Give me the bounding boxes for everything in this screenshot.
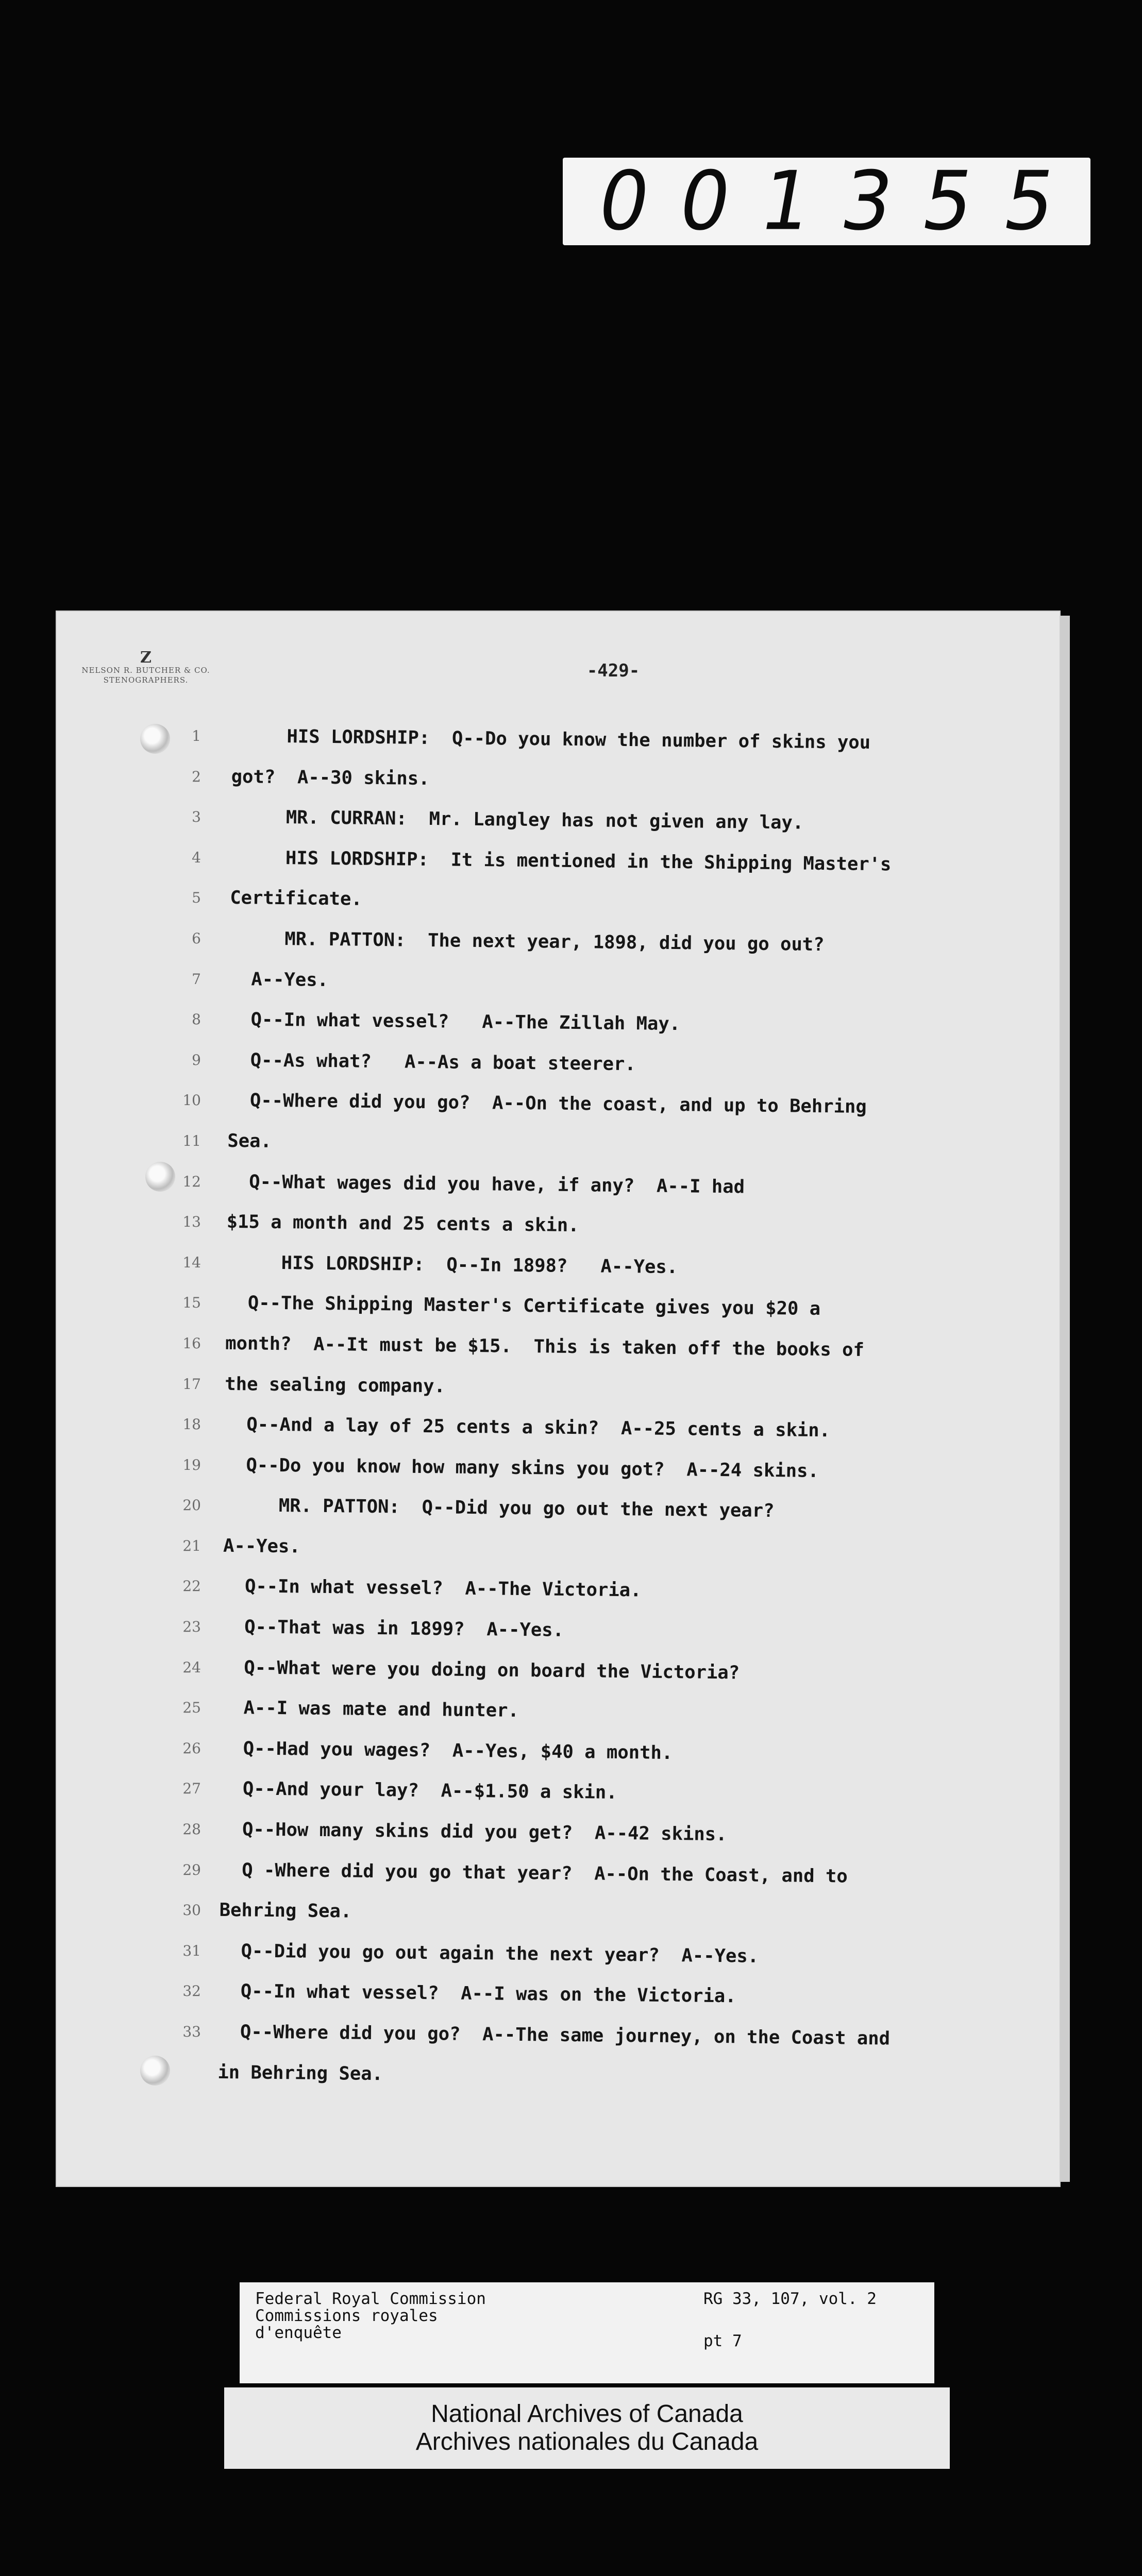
transcript-line: Q--How many skins did you get? A--42 skins. [220, 1818, 727, 1845]
line-number: 9 [192, 1051, 201, 1069]
line-number: 21 [182, 1537, 201, 1554]
transcript-line: month? A--It must be $15. This is taken off the books of [225, 1332, 865, 1361]
line-number: 29 [182, 1861, 201, 1878]
line-number-column [155, 716, 201, 2053]
collection-line-2: Commissions royales [255, 2307, 438, 2325]
record-part: pt 7 [703, 2332, 742, 2350]
transcript-line: Q--Do you know how many skins you got? A--24 skins. [224, 1454, 819, 1482]
transcript-line: HIS LORDSHIP: It is mentioned in the Shipping Master's [230, 846, 892, 875]
line-number: 28 [182, 1821, 201, 1838]
line-number: 3 [192, 808, 201, 826]
frame-number-plate [563, 154, 1090, 249]
archive-reference-card [240, 2282, 934, 2383]
line-number: 15 [182, 1294, 201, 1312]
frame-digit: 5 [996, 154, 1063, 249]
transcript-line: Q--And your lay? A--$1.50 a skin. [220, 1778, 617, 1804]
collection-line-3: d'enquête [255, 2324, 342, 2342]
line-number: 6 [192, 929, 201, 947]
line-number: 18 [182, 1416, 201, 1433]
record-group-ref: RG 33, 107, vol. 2 [703, 2290, 877, 2308]
line-number: 33 [182, 2023, 201, 2040]
transcript-line: Q--That was in 1899? A--Yes. [222, 1616, 564, 1641]
transcript-line: Q -Where did you go that year? A--On the Coast, and to [220, 1859, 848, 1887]
frame-digit: 3 [834, 154, 900, 249]
line-number: 13 [182, 1213, 201, 1231]
line-number: 10 [182, 1092, 201, 1109]
collection-line-1: Federal Royal Commission [255, 2290, 486, 2308]
transcript-line: Q--As what? A--As a boat steerer. [228, 1049, 636, 1075]
line-number: 16 [182, 1334, 201, 1352]
frame-digit: 1 [753, 154, 819, 249]
line-number: 27 [182, 1780, 201, 1798]
transcript-line: MR. PATTON: Q--Did you go out the next year? [223, 1495, 775, 1522]
transcript-line: $15 a month and 25 cents a skin. [226, 1211, 579, 1236]
stenographer-letterhead [56, 650, 236, 685]
line-number: 7 [192, 970, 201, 988]
line-number: 24 [182, 1658, 201, 1676]
line-number: 1 [192, 727, 201, 744]
transcript-line: A--I was mate and hunter. [221, 1697, 519, 1722]
transcript-line: Behring Sea. [219, 1900, 352, 1922]
transcript-line: Q--In what vessel? A--The Victoria. [223, 1575, 642, 1601]
collection-name [255, 2291, 486, 2342]
line-number: 2 [192, 768, 201, 785]
line-number: 8 [192, 1011, 201, 1028]
line-number: 17 [182, 1375, 201, 1393]
transcript-line: Sea. [227, 1130, 272, 1152]
transcript-line: Q--Did you go out again the next year? A--Yes. [219, 1940, 759, 1967]
transcript-line: Q--And a lay of 25 cents a skin? A--25 cents a skin. [224, 1414, 831, 1442]
archives-name-fr: Archives nationales du Canada [415, 2428, 759, 2455]
transcript-line: Q--Had you wages? A--Yes, $40 a month. [221, 1737, 673, 1764]
transcript-line: Q--In what vessel? A--The Zillah May. [228, 1009, 681, 1035]
archives-name-en: National Archives of Canada [431, 2400, 743, 2428]
line-number: 4 [192, 849, 201, 866]
line-number: 23 [182, 1618, 201, 1636]
punch-hole [140, 2056, 170, 2086]
line-number: 14 [182, 1253, 201, 1271]
archives-banner [224, 2387, 950, 2469]
transcript-line: Certificate. [230, 887, 362, 910]
line-number: 26 [182, 1739, 201, 1757]
line-number: 19 [182, 1456, 201, 1473]
page-number: -429- [586, 660, 640, 681]
transcript-line: MR. CURRAN: Mr. Langley has not given any lay. [230, 806, 804, 834]
line-number: 11 [182, 1132, 201, 1149]
frame-digit: 0 [591, 154, 657, 249]
transcript-line: Q--What were you doing on board the Victoria? [222, 1656, 740, 1684]
transcript-body [217, 716, 1036, 2101]
line-number: 5 [192, 889, 201, 907]
transcript-line: HIS LORDSHIP: Q--In 1898? A--Yes. [226, 1251, 678, 1278]
line-number: 22 [182, 1578, 201, 1595]
transcript-line: A--Yes. [229, 968, 329, 991]
frame-digit: 0 [672, 154, 738, 249]
transcript-line: Q--Where did you go? A--On the coast, and up to Behring [227, 1090, 867, 1118]
transcript-line: Q--Where did you go? A--The same journey, on the Coast and [218, 2021, 891, 2049]
transcript-line: MR. PATTON: The next year, 1898, did you go out? [229, 927, 825, 956]
letterhead-mark: Z [140, 649, 152, 667]
transcript-line: Q--What wages did you have, if any? A--I had [227, 1171, 745, 1197]
letterhead-role: STENOGRAPHERS. [103, 675, 189, 685]
frame-digit: 5 [915, 154, 981, 249]
letterhead-firm: NELSON R. BUTCHER & CO. [81, 666, 210, 675]
line-number: 31 [182, 1942, 201, 1959]
line-number: 30 [182, 1902, 201, 1919]
line-number: 12 [182, 1173, 201, 1190]
line-number: 32 [182, 1982, 201, 2000]
line-number: 25 [182, 1699, 201, 1717]
transcript-line: Q--The Shipping Master's Certificate gives you $20 a [225, 1292, 821, 1320]
transcript-line: HIS LORDSHIP: Q--Do you know the number of skins you [231, 725, 871, 753]
transcript-line: A--Yes. [223, 1535, 300, 1557]
transcript-line: in Behring Sea. [217, 2061, 383, 2084]
transcript-line: the sealing company. [225, 1373, 446, 1397]
line-number: 20 [182, 1497, 201, 1514]
transcript-line: Q--In what vessel? A--I was on the Victoria. [218, 1980, 736, 2007]
transcript-line: got? A--30 skins. [231, 766, 430, 789]
